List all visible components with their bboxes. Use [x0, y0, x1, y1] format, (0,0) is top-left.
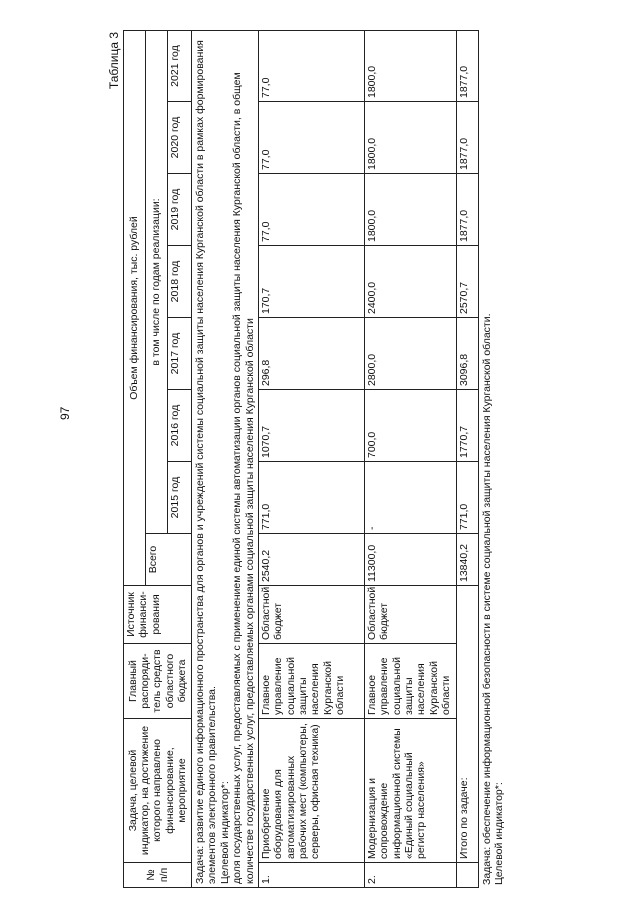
row-num: 2.: [364, 863, 456, 888]
total-row: [456, 31, 478, 888]
total-value-2021: 1877,0: [456, 31, 478, 102]
row-task: Модернизация и сопровождение информационной системы «Единый социальный регистр населения»: [364, 719, 456, 863]
row-total: 11300,0: [364, 534, 456, 586]
row-value-2018: 170,7: [258, 246, 364, 318]
page-number: 97: [58, 406, 72, 420]
total-num-empty: [456, 863, 478, 888]
total-sum: 13840,2: [456, 534, 478, 586]
table-label: Таблица 3: [107, 32, 121, 90]
header-task: Задача, целевой индикатор, на достижение которого направлено финансирование, мероприятие: [124, 719, 192, 863]
row-value-2015: 771,0: [258, 462, 364, 534]
row-value-2020: 1800,0: [364, 102, 456, 174]
row-value-2019: 1800,0: [364, 174, 456, 246]
task1-title: Задача: развитие единого информационного пространства для органов и учреждений системы социальной защиты населения Курганской области в рамках формирования элементов электронного правительства.: [194, 40, 219, 884]
task1-indicator: доля государственных услуг, предоставляемых с применением единой системы автоматизации органов социальной защиты населения Курганской области, в общем количестве государственных услуг, предоставляемых органами социальной защиты населения Курганской области: [231, 72, 256, 884]
row-value-2020: 77,0: [258, 102, 364, 174]
total-value-2017: 3096,8: [456, 318, 478, 390]
row-source: Областной бюджет: [364, 586, 456, 644]
total-value-2020: 1877,0: [456, 102, 478, 174]
row-value-2016: 1070,7: [258, 390, 364, 462]
row-total: 2540,2: [258, 534, 364, 586]
row-task: Приобретение оборудования для автоматизированных рабочих мест (компьютеры, серверы, офисная техника): [258, 719, 364, 863]
header-year-2021: 2021 год: [168, 31, 192, 102]
header-source: Источник финанси-рования: [124, 586, 192, 644]
header-year-2015: 2015 год: [168, 462, 192, 534]
task2-indicator-label: Целевой индикатор*:: [493, 782, 506, 885]
total-value-2015: 771,0: [456, 462, 478, 534]
header-year-2016: 2016 год: [168, 390, 192, 462]
row-value-2021: 1800,0: [364, 31, 456, 102]
row-value-2018: 2400,0: [364, 246, 456, 318]
header-total: Всего: [146, 534, 192, 586]
rotated-page-content: [107, 30, 506, 888]
header-year-2020: 2020 год: [168, 102, 192, 174]
header-volume: Объем финансирования, тыс. рублей: [124, 31, 146, 586]
row-value-2021: 77,0: [258, 31, 364, 102]
total-label: Итого по задаче:: [456, 586, 478, 863]
header-year-2019: 2019 год: [168, 174, 192, 246]
task1-row: [192, 31, 259, 888]
task2-block: [481, 30, 506, 888]
header-row-1: [124, 31, 146, 888]
row-value-2019: 77,0: [258, 174, 364, 246]
row-num: 1.: [258, 863, 364, 888]
row-manager: Главное управление социальной защиты населения Курганской области: [258, 644, 364, 719]
row-value-2015: -: [364, 462, 456, 534]
table-row: [364, 31, 456, 888]
total-value-2018: 2570,7: [456, 246, 478, 318]
row-value-2017: 2800,0: [364, 318, 456, 390]
task1-indicator-label: Целевой индикатор*:: [218, 781, 231, 884]
table-row: [258, 31, 364, 888]
task2-title: Задача: обеспечение информационной безопасности в системе социальной защиты населения Курганской области.: [480, 313, 493, 885]
total-value-2019: 1877,0: [456, 174, 478, 246]
total-value-2016: 1770,7: [456, 390, 478, 462]
header-year-2018: 2018 год: [168, 246, 192, 318]
header-num: № п/п: [124, 863, 192, 888]
header-by-years: в том числе по годам реализации:: [146, 31, 168, 534]
header-year-2017: 2017 год: [168, 318, 192, 390]
financing-table: [123, 30, 479, 888]
row-value-2016: 700,0: [364, 390, 456, 462]
header-manager: Главный распоряди-тель средств областного бюджета: [124, 644, 192, 719]
task1-cell: [192, 31, 259, 888]
row-source: Областной бюджет: [258, 586, 364, 644]
row-manager: Главное управление социальной защиты населения Курганской области: [364, 644, 456, 719]
row-value-2017: 296,8: [258, 318, 364, 390]
